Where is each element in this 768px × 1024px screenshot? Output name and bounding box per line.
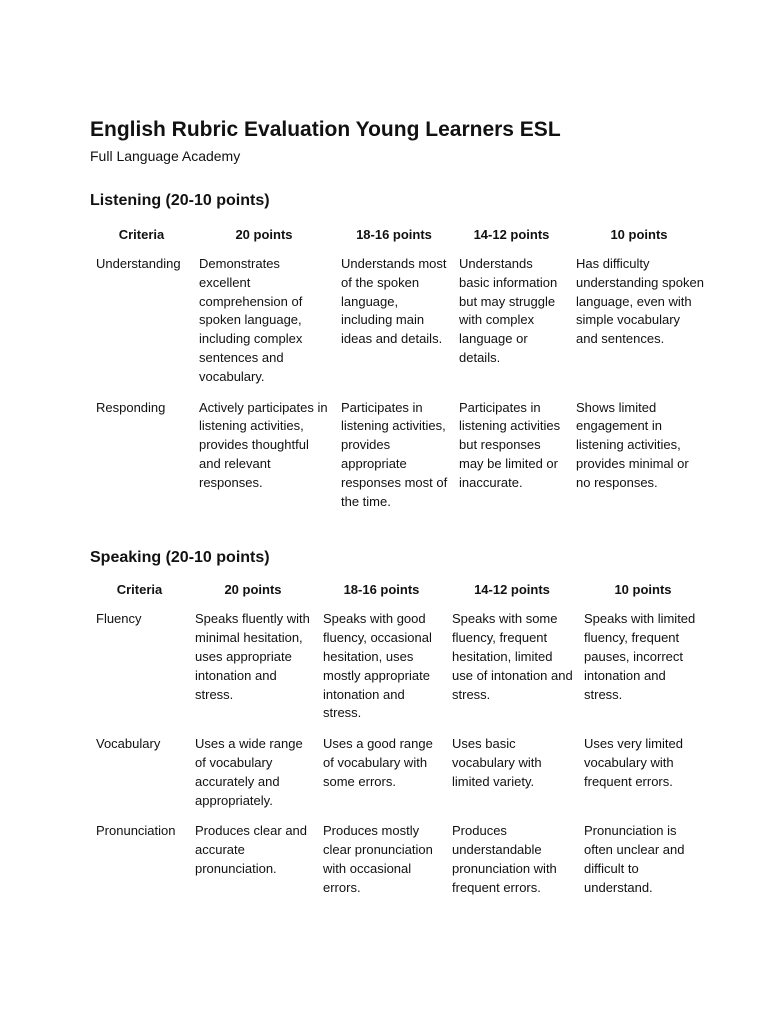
column-header-criteria: Criteria [116,581,163,597]
descriptor-cell: Understands most of the spoken language, including main ideas and details. [341,256,447,347]
table-row [90,822,708,897]
column-header-20-points: 20 points [224,581,282,597]
column-header-18-16-points: 18-16 points [356,226,432,242]
descriptor-cell: Shows limited engagement in listening activities, provides minimal or no responses. [576,399,689,490]
column-header-10-points: 10 points [614,581,672,597]
descriptor-cell: Participates in listening activities but responses may be limited or inaccurate. [459,399,561,490]
descriptor-cell: Produces understandable pronunciation with frequent errors. [452,823,557,895]
descriptor-cell: Produces clear and accurate pronunciation. [195,823,308,876]
speaking-section [90,547,710,897]
criteria-cell: Fluency [96,611,142,627]
table-header-row [90,215,708,255]
descriptor-cell: Uses very limited vocabulary with frequent errors. [584,736,683,789]
document-title: English Rubric Evaluation Young Learners ESL [90,118,561,141]
listening-rubric-table [90,215,708,511]
rubric-document [90,116,710,898]
listening-section-title: Listening (20-10 points) [90,192,270,209]
descriptor-cell: Speaks with good fluency, occasional hesitation, uses mostly appropriate intonation and stress. [323,611,432,721]
document-subtitle: Full Language Academy [90,148,241,164]
table-row [90,399,708,512]
column-header-18-16-points: 18-16 points [343,581,420,597]
criteria-cell: Understanding [96,256,181,271]
descriptor-cell: Demonstrates excellent comprehension of spoken language, including complex sentences and vocabulary. [199,256,303,384]
descriptor-cell: Has difficulty understanding spoken language, even with simple vocabulary and sentences. [576,256,704,347]
speaking-rubric-table [90,570,708,897]
column-header-criteria: Criteria [118,226,165,242]
descriptor-cell: Speaks with some fluency, frequent hesitation, limited use of intonation and stress. [452,611,573,702]
table-header-row [90,570,708,610]
descriptor-cell: Uses a wide range of vocabulary accurately and appropriately. [195,736,303,808]
descriptor-cell: Uses a good range of vocabulary with some errors. [323,736,433,789]
table-row [90,735,708,822]
descriptor-cell: Understands basic information but may struggle with complex language or details. [459,256,558,365]
column-header-20-points: 20 points [235,226,293,242]
column-header-10-points: 10 points [610,226,668,242]
descriptor-cell: Pronunciation is often unclear and difficult to understand. [584,823,685,895]
descriptor-cell: Speaks fluently with minimal hesitation, uses appropriate intonation and stress. [195,611,310,702]
criteria-cell: Responding [96,399,166,415]
speaking-section-title: Speaking (20-10 points) [90,549,270,567]
listening-section [90,190,710,511]
descriptor-cell: Speaks with limited fluency, frequent pauses, incorrect intonation and stress. [584,611,696,702]
table-row [90,610,708,735]
descriptor-cell: Actively participates in listening activities, provides thoughtful and relevant responses. [199,399,328,490]
criteria-cell: Vocabulary [96,736,161,752]
descriptor-cell: Uses basic vocabulary with limited variety. [452,736,542,789]
criteria-cell: Pronunciation [96,823,176,839]
table-row [90,255,708,399]
column-header-14-12-points: 14-12 points [473,226,550,242]
descriptor-cell: Produces mostly clear pronunciation with occasional errors. [323,823,433,895]
column-header-14-12-points: 14-12 points [474,581,550,597]
descriptor-cell: Participates in listening activities, provides appropriate responses most of the time. [341,399,448,509]
